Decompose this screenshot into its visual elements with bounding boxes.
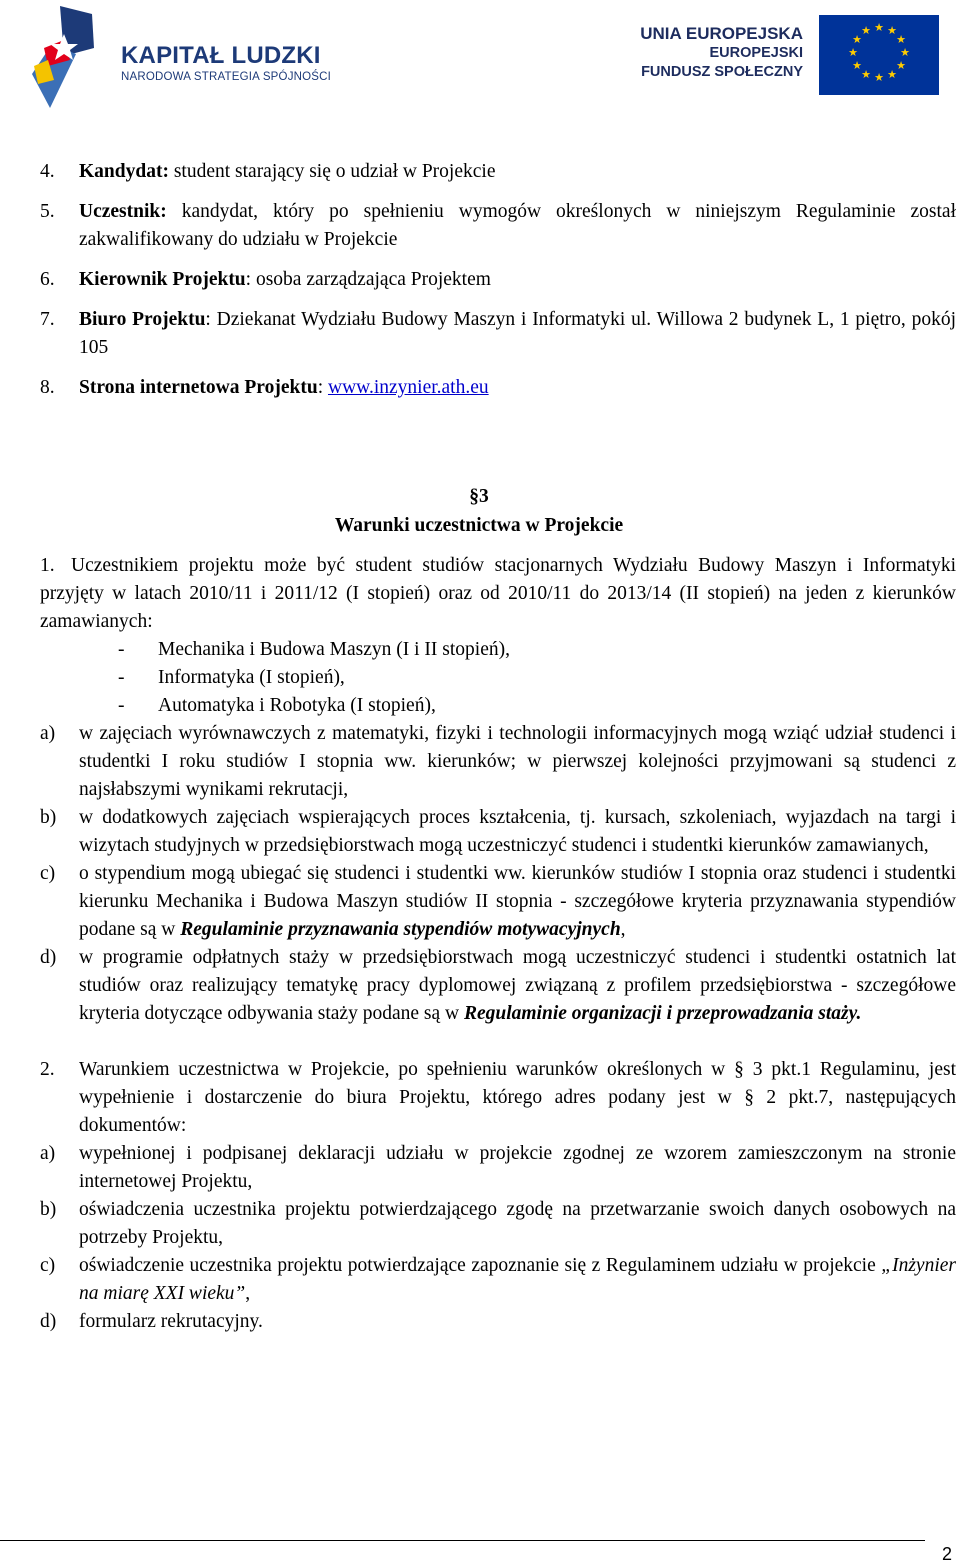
svg-text:★: ★ bbox=[887, 68, 897, 81]
list-item bbox=[40, 636, 956, 664]
eu-line-3: FUNDUSZ SPOŁECZNY bbox=[641, 64, 803, 80]
paragraph-number: 2. bbox=[40, 1059, 55, 1080]
sub-text: w dodatkowych zajęciach wspierających proces kształcenia, tj. kursach, szkoleniach, wyjazdach na targi i wizytach studyjnych w przedsiębiorstwach mogą uczestniczyć studenci i studentki kierunków zamawianych, bbox=[79, 807, 956, 856]
sub-item bbox=[40, 944, 956, 1028]
definition-text: : osoba zarządzająca Projektem bbox=[245, 269, 491, 290]
footer-divider bbox=[0, 1540, 925, 1541]
definition-text: student starający się o udział w Projekcie bbox=[168, 161, 496, 182]
sub-item bbox=[40, 1252, 956, 1308]
field-name: Informatyka (I stopień), bbox=[158, 667, 345, 688]
definition-item bbox=[40, 306, 956, 362]
kapital-ludzki-subtitle: NARODOWA STRATEGIA SPÓJNOŚCI bbox=[121, 71, 332, 83]
project-website-link[interactable]: www.inzynier.ath.eu bbox=[327, 377, 489, 398]
sub-item bbox=[40, 860, 956, 944]
sub-label: c) bbox=[40, 1255, 56, 1276]
sub-label: c) bbox=[40, 863, 56, 884]
svg-text:★: ★ bbox=[887, 24, 897, 37]
definition-term: Kandydat: bbox=[79, 161, 169, 182]
eu-text-block bbox=[640, 24, 803, 82]
sub-item bbox=[40, 1140, 956, 1196]
sub-item bbox=[40, 1196, 956, 1252]
section-symbol: §3 bbox=[469, 486, 489, 507]
sub-label: a) bbox=[40, 723, 56, 744]
sub-label: a) bbox=[40, 1143, 56, 1164]
sub-label: d) bbox=[40, 1311, 57, 1332]
svg-text:★: ★ bbox=[874, 21, 884, 34]
punctuation: , bbox=[620, 919, 626, 940]
sub-text: w programie odpłatnych staży w przedsiębiorstwach mogą uczestniczyć studenci i studentki ostatnich lat studiów oraz realizujący tematykę pracy dyplomowej związaną z profilem przedsiębiorstwa - szczegółowe kryteria dotyczące odbywania staży podane są w bbox=[79, 947, 956, 1024]
sub-label: b) bbox=[40, 1199, 57, 1220]
list-item bbox=[40, 664, 956, 692]
page-header bbox=[0, 0, 960, 115]
sub-label: d) bbox=[40, 947, 57, 968]
eu-line-1: UNIA EUROPEJSKA bbox=[640, 24, 803, 43]
item-number: 5. bbox=[40, 201, 55, 222]
dash-marker: - bbox=[118, 667, 125, 688]
sub-label: b) bbox=[40, 807, 57, 828]
svg-text:★: ★ bbox=[896, 33, 906, 46]
section-heading bbox=[2, 482, 956, 540]
eu-line-2: EUROPEJSKI bbox=[709, 45, 803, 61]
svg-text:★: ★ bbox=[861, 68, 871, 81]
definition-term: Kierownik Projektu bbox=[79, 269, 246, 290]
item-number: 8. bbox=[40, 377, 55, 398]
regulation-reference: Regulaminie organizacji i przeprowadzania staży. bbox=[463, 1003, 862, 1024]
svg-text:★: ★ bbox=[861, 24, 871, 37]
dash-marker: - bbox=[118, 639, 125, 660]
definition-item bbox=[40, 158, 956, 186]
page-number: 2 bbox=[941, 1544, 952, 1564]
paragraph-2 bbox=[40, 1056, 956, 1140]
svg-text:★: ★ bbox=[900, 46, 910, 59]
svg-text:★: ★ bbox=[852, 59, 862, 72]
kapital-ludzki-emblem-icon bbox=[30, 4, 120, 108]
sub-text: oświadczenie uczestnika projektu potwierdzające zapoznanie się z Regulaminem udziału w projekcie bbox=[79, 1255, 882, 1276]
item-number: 4. bbox=[40, 161, 55, 182]
sub-text: wypełnionej i podpisanej deklaracji udziału w projekcie zgodnej ze wzorem zamieszczonym na stronie internetowej Projektu, bbox=[79, 1143, 956, 1192]
svg-text:★: ★ bbox=[852, 33, 862, 46]
kapital-ludzki-title: KAPITAŁ LUDZKI bbox=[121, 42, 321, 69]
paragraph-number: 1. bbox=[40, 555, 55, 576]
field-name: Automatyka i Robotyka (I stopień), bbox=[158, 695, 436, 716]
kapital-ludzki-logo bbox=[30, 4, 350, 108]
list-item bbox=[40, 692, 956, 720]
definition-text: : bbox=[317, 377, 328, 398]
definition-item bbox=[40, 198, 956, 254]
sub-text: formularz rekrutacyjny. bbox=[79, 1311, 263, 1332]
project-name: „Inżynier na miarę XXI wieku” bbox=[79, 1255, 956, 1304]
punctuation: , bbox=[245, 1283, 251, 1304]
field-name: Mechanika i Budowa Maszyn (I i II stopień), bbox=[158, 639, 510, 660]
sub-item bbox=[40, 1308, 956, 1336]
item-number: 6. bbox=[40, 269, 55, 290]
eu-flag-icon bbox=[819, 15, 939, 95]
svg-text:★: ★ bbox=[874, 71, 884, 84]
paragraph-text: Warunkiem uczestnictwa w Projekcie, po spełnieniu warunków określonych w § 3 pkt.1 Regulaminu, jest wypełnienie i dostarczenie do biura Projektu, którego adres podany jest w § 2 pkt.7, następujących dokumentów: bbox=[79, 1059, 956, 1136]
definition-item bbox=[40, 374, 956, 402]
sub-text: oświadczenia uczestnika projektu potwierdzającego zgodę na przetwarzanie swoich danych osobowych na potrzeby Projektu, bbox=[79, 1199, 956, 1248]
regulation-reference: Regulaminie przyznawania stypendiów motywacyjnych bbox=[180, 919, 621, 940]
sub-item bbox=[40, 804, 956, 860]
paragraph-text: Uczestnikiem projektu może być student studiów stacjonarnych Wydziału Budowy Maszyn i Informatyki przyjęty w latach 2010/11 i 2011/12 (I stopień) oraz od 2010/11 do 2013/14 (II stopień) na jeden z kierunków zamawianych: bbox=[40, 555, 956, 632]
section-title: Warunki uczestnictwa w Projekcie bbox=[334, 515, 624, 536]
definition-term: Uczestnik: bbox=[79, 201, 167, 222]
sub-text: w zajęciach wyrównawczych z matematyki, fizyki i technologii informacyjnych mogą wziąć udział studenci i studentki I roku studiów I stopnia ww. kierunków; w pierwszej kolejności przyjmowani są studenci z najsłabszymi wynikami rekrutacji, bbox=[79, 723, 956, 800]
svg-text:★: ★ bbox=[848, 46, 858, 59]
definition-text: kandydat, który po spełnieniu wymogów określonych w niniejszym Regulaminie został zakwalifikowany do udziału w Projekcie bbox=[79, 201, 956, 250]
sub-item bbox=[40, 720, 956, 804]
sub-text: o stypendium mogą ubiegać się studenci i studentki ww. kierunków studiów I stopnia oraz studenci i studentki kierunku Mechanika i Budowa Maszyn studiów II stopnia - szczegółowe kryteria przyznawania stypendiów podane są w bbox=[79, 863, 956, 940]
paragraph-1 bbox=[40, 552, 956, 636]
dash-marker: - bbox=[118, 695, 125, 716]
document-body bbox=[40, 158, 956, 1336]
item-number: 7. bbox=[40, 309, 55, 330]
definition-term: Biuro Projektu bbox=[79, 309, 206, 330]
definition-item bbox=[40, 266, 956, 294]
definition-term: Strona internetowa Projektu bbox=[79, 377, 318, 398]
definition-text: : Dziekanat Wydziału Budowy Maszyn i Informatyki ul. Willowa 2 budynek L, 1 piętro, pokój 105 bbox=[79, 309, 956, 358]
svg-text:★: ★ bbox=[896, 59, 906, 72]
